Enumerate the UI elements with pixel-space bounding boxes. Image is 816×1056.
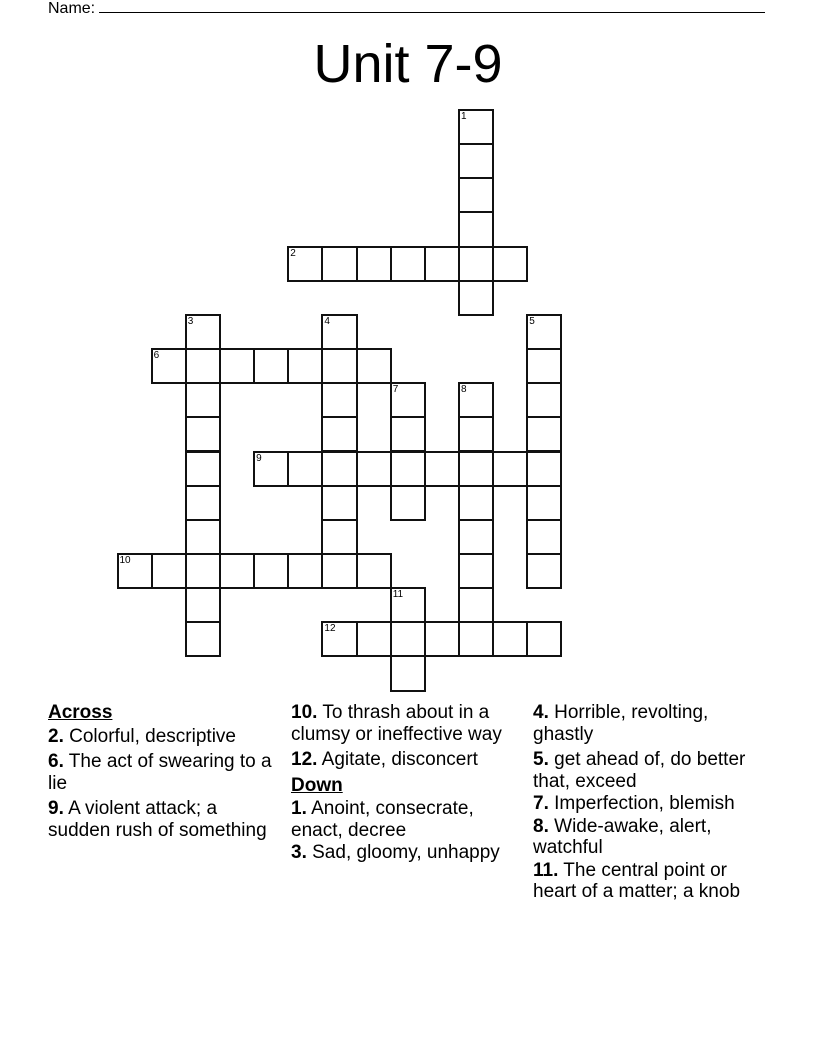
crossword-cell[interactable]	[219, 553, 255, 589]
cell-number: 10	[119, 554, 131, 566]
crossword-cell[interactable]	[151, 553, 187, 589]
clue-across-6	[48, 751, 278, 794]
crossword-cell[interactable]	[321, 621, 357, 657]
across-heading: Across	[48, 702, 113, 723]
clue-across-2	[48, 726, 278, 748]
crossword-cell[interactable]	[356, 348, 392, 384]
crossword-cell[interactable]	[185, 314, 221, 350]
clue-text: The act of swearing to a lie	[48, 751, 272, 794]
crossword-cell[interactable]	[390, 416, 426, 452]
clue-number: 6.	[48, 751, 64, 772]
crossword-cell[interactable]	[458, 246, 494, 282]
crossword-cell[interactable]	[526, 451, 562, 487]
clues-column-3	[533, 702, 763, 907]
cell-number: 8	[461, 384, 467, 396]
crossword-cell[interactable]	[458, 382, 494, 418]
clue-number: 7.	[533, 793, 549, 814]
page-title: Unit 7-9	[313, 34, 503, 94]
crossword-cell[interactable]	[458, 416, 494, 452]
crossword-cell[interactable]	[356, 451, 392, 487]
clue-text: Agitate, disconcert	[317, 749, 478, 770]
crossword-cell[interactable]	[117, 553, 153, 589]
cell-number: 6	[153, 350, 160, 362]
clue-number: 12.	[291, 749, 318, 770]
crossword-cell[interactable]	[321, 416, 357, 452]
crossword-cell[interactable]	[185, 485, 221, 521]
crossword-cell[interactable]	[321, 314, 357, 350]
clues-column-2	[291, 702, 523, 868]
crossword-cell[interactable]	[424, 621, 460, 657]
crossword-cell[interactable]	[458, 143, 494, 179]
clue-text: Horrible, revolting, ghastly	[533, 702, 709, 745]
crossword-cell[interactable]	[185, 416, 221, 452]
clue-number: 1.	[291, 798, 307, 819]
crossword-cell[interactable]	[287, 451, 323, 487]
crossword-cell[interactable]	[321, 246, 357, 282]
clue-down-3	[291, 842, 523, 864]
crossword-cell[interactable]	[287, 246, 323, 282]
clue-down-11	[533, 860, 763, 903]
clue-number: 2.	[48, 725, 64, 747]
crossword-cell[interactable]	[185, 348, 221, 384]
crossword-cell[interactable]	[253, 348, 289, 384]
clue-text: get ahead of, do better that, exceed	[533, 749, 746, 792]
crossword-cell[interactable]	[321, 451, 357, 487]
cell-number: 3	[187, 315, 194, 327]
clue-across-9	[48, 798, 278, 841]
cell-number: 5	[529, 315, 535, 327]
crossword-cell[interactable]	[458, 587, 494, 623]
crossword-cell[interactable]	[492, 451, 528, 487]
clue-text: Colorful, descriptive	[63, 725, 236, 747]
crossword-cell[interactable]	[185, 519, 221, 555]
crossword-cell[interactable]	[321, 553, 357, 589]
crossword-cell[interactable]	[390, 451, 426, 487]
crossword-cell[interactable]	[458, 451, 494, 487]
name-label: Name:	[48, 0, 96, 17]
crossword-cell[interactable]	[390, 621, 426, 657]
cell-number: 9	[256, 452, 262, 464]
cell-number: 2	[290, 247, 296, 259]
crossword-cell[interactable]	[151, 348, 187, 384]
clue-number: 3.	[291, 842, 307, 863]
crossword-cell[interactable]	[526, 553, 562, 589]
crossword-cell[interactable]	[526, 519, 562, 555]
crossword-cell[interactable]	[492, 621, 528, 657]
crossword-cell[interactable]	[219, 348, 255, 384]
crossword-cell[interactable]	[185, 382, 221, 418]
cell-number: 1	[461, 111, 467, 122]
clue-number: 4.	[533, 702, 549, 723]
crossword-cell[interactable]	[390, 382, 426, 418]
clue-text: Sad, gloomy, unhappy	[306, 842, 500, 863]
clues-column-1	[48, 702, 278, 845]
clue-number: 11.	[533, 859, 559, 881]
clue-across-10	[291, 702, 523, 745]
clue-down-1	[291, 798, 523, 841]
crossword-cell[interactable]	[492, 246, 528, 282]
crossword-cell[interactable]	[526, 348, 562, 384]
cell-number: 4	[324, 315, 330, 327]
crossword-cell[interactable]	[321, 519, 357, 555]
clue-down-5	[533, 749, 763, 792]
crossword-cell[interactable]	[458, 280, 494, 316]
crossword-cell[interactable]	[390, 655, 426, 691]
crossword-cell[interactable]	[424, 246, 460, 282]
crossword-cell[interactable]	[185, 587, 221, 623]
cell-number: 7	[392, 384, 399, 396]
clue-number: 5.	[533, 749, 549, 770]
clue-across-12	[291, 749, 523, 771]
clue-text: The central point or heart of a matter; a knob	[533, 859, 741, 902]
crossword-cell[interactable]	[390, 587, 426, 623]
crossword-cell[interactable]	[526, 621, 562, 657]
clue-down-8	[533, 816, 763, 859]
clue-text: Anoint, consecrate, enact, decree	[291, 798, 474, 841]
clue-text: To thrash about in a clumsy or ineffective way	[291, 702, 502, 745]
clue-text: A violent attack; a sudden rush of something	[48, 798, 267, 841]
crossword-cell[interactable]	[390, 485, 426, 521]
crossword-cell[interactable]	[321, 382, 357, 418]
clue-text: Imperfection, blemish	[548, 793, 735, 814]
crossword-cell[interactable]	[458, 109, 494, 145]
cell-number: 11	[392, 589, 404, 601]
cell-number: 12	[324, 623, 336, 635]
crossword-cell[interactable]	[185, 621, 221, 657]
crossword-cell[interactable]	[526, 382, 562, 418]
crossword-cell[interactable]	[321, 485, 357, 521]
crossword-cell[interactable]	[526, 314, 562, 350]
crossword-cell[interactable]	[458, 211, 494, 247]
crossword-cell[interactable]	[253, 553, 289, 589]
crossword-cell[interactable]	[458, 553, 494, 589]
crossword-cell[interactable]	[287, 553, 323, 589]
crossword-cell[interactable]	[458, 621, 494, 657]
crossword-cell[interactable]	[321, 348, 357, 384]
clue-text: Wide-awake, alert, watchful	[533, 815, 712, 858]
crossword-cell[interactable]	[185, 553, 221, 589]
crossword-cell[interactable]	[458, 485, 494, 521]
clue-number: 10.	[291, 702, 318, 723]
clue-number: 9.	[48, 798, 64, 819]
down-heading: Down	[291, 774, 343, 796]
crossword-cell[interactable]	[390, 246, 426, 282]
crossword-cell[interactable]	[185, 451, 221, 487]
crossword-cell[interactable]	[356, 246, 392, 282]
clue-down-4	[533, 702, 763, 745]
crossword-cell[interactable]	[458, 519, 494, 555]
clue-down-7	[533, 793, 763, 815]
crossword-cell[interactable]	[287, 348, 323, 384]
crossword-cell[interactable]	[356, 553, 392, 589]
crossword-cell[interactable]	[424, 451, 460, 487]
crossword-cell[interactable]	[356, 621, 392, 657]
crossword-cell[interactable]	[458, 177, 494, 213]
crossword-cell[interactable]	[526, 485, 562, 521]
crossword-cell[interactable]	[526, 416, 562, 452]
clue-number: 8.	[533, 815, 549, 837]
crossword-cell[interactable]	[253, 451, 289, 487]
